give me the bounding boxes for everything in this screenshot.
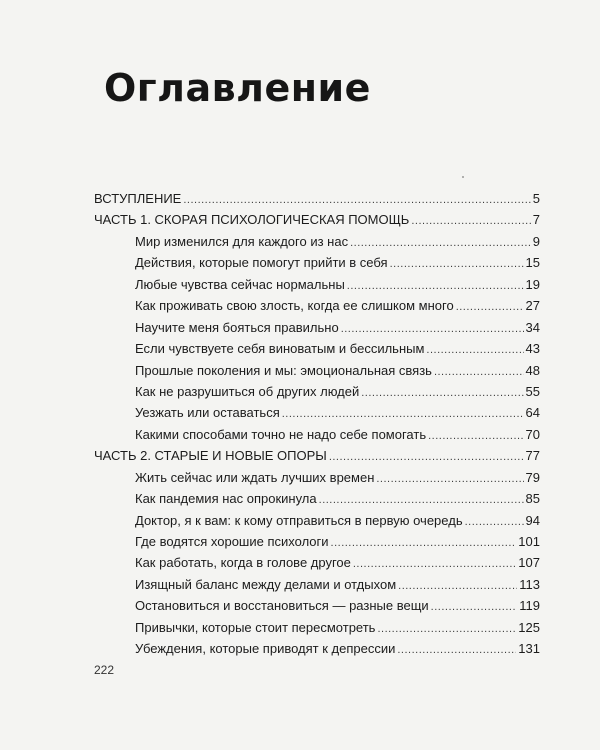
toc-leader-dots (347, 276, 524, 297)
toc-leader-dots (353, 554, 516, 575)
page-number: 222 (94, 663, 115, 677)
toc-entry-page: 125 (518, 619, 540, 635)
toc-entry-label: Как работать, когда в голове другое (135, 555, 351, 571)
toc-entry-label: Жить сейчас или ждать лучших времен (135, 469, 375, 485)
toc-leader-dots (377, 619, 516, 640)
toc-entry-page: 77 (525, 448, 540, 464)
toc-entry (94, 510, 540, 531)
toc-leader-dots (398, 576, 517, 597)
toc-entry (94, 638, 540, 659)
toc-entry-label: Как пандемия нас опрокинула (135, 491, 317, 507)
toc-entry-label: Где водятся хорошие психологи (135, 534, 329, 549)
toc-entry-page: 34 (525, 319, 540, 335)
toc-entry-label: Как проживать свою злость, когда ее слишком много (135, 298, 454, 314)
toc-entry-label: Доктор, я к вам: к кому отправиться в первую очередь (135, 512, 463, 528)
toc-entry (94, 360, 540, 381)
toc-entry-label: Убеждения, которые приводят к депрессии (135, 641, 396, 657)
toc-leader-dots (361, 383, 523, 404)
toc-entry-label: Остановиться и восстановиться — разные вещи (135, 598, 429, 614)
toc-leader-dots (282, 404, 524, 425)
toc-entry (94, 381, 540, 402)
toc-leader-dots (428, 426, 523, 447)
toc-entry (94, 231, 540, 252)
toc-leader-dots (411, 211, 530, 232)
toc-part-entry (94, 209, 540, 230)
toc-entry (94, 274, 540, 295)
toc-entry (94, 574, 540, 595)
toc-entry-page: 19 (525, 276, 540, 292)
toc-entry (94, 424, 540, 445)
toc-entry-label: ЧАСТЬ 1. СКОРАЯ ПСИХОЛОГИЧЕСКАЯ ПОМОЩЬ (94, 212, 410, 228)
toc-entry-label: Привычки, которые стоит пересмотреть (135, 619, 376, 635)
toc-entry-page: 27 (525, 298, 540, 314)
toc-entry-page: 107 (518, 555, 540, 571)
scan-speck (462, 176, 464, 178)
toc-entry-page: 101 (518, 534, 540, 549)
toc-entry-label: Какими способами точно не надо себе помогать (135, 426, 427, 442)
toc-entry-page: 64 (525, 405, 540, 421)
toc-entry-page: 9 (532, 233, 540, 249)
toc-entry-label: Действия, которые помогут прийти в себя (135, 255, 388, 271)
toc-leader-dots (319, 490, 524, 511)
toc-entry-page: 7 (532, 212, 540, 228)
toc-leader-dots (376, 469, 523, 490)
toc-entry-label: Изящный баланс между делами и отдыхом (135, 576, 397, 592)
toc-entry (94, 295, 540, 316)
toc-entry-label: Если чувствуете себя виноватым и бессильным (135, 341, 425, 357)
toc-entry (94, 488, 540, 509)
toc-part-entry (94, 445, 540, 466)
toc-entry-label: Уезжать или оставаться (135, 405, 280, 421)
toc-entry (94, 317, 540, 338)
toc-leader-dots (434, 362, 524, 383)
toc-entry (94, 595, 540, 616)
toc-leader-dots (426, 340, 523, 361)
toc-leader-dots (431, 597, 518, 618)
toc-entry (94, 467, 540, 488)
toc-entry-page: 15 (525, 255, 540, 271)
toc-entry-label: Как не разрушиться об других людей (135, 383, 360, 399)
toc-entry-page: 131 (518, 641, 540, 657)
toc-entry (94, 552, 540, 573)
page-title: Оглавление (104, 66, 371, 110)
toc-entry-page: 5 (532, 191, 540, 206)
toc-entry-page: 43 (525, 341, 540, 357)
toc-entry (94, 338, 540, 359)
toc-entry-page: 113 (519, 576, 540, 592)
toc-entry-label: Научите меня бояться правильно (135, 319, 339, 335)
toc-entry-label: Любые чувства сейчас нормальны (135, 276, 345, 292)
toc-entry-page: 70 (525, 426, 540, 442)
toc-leader-dots (341, 319, 524, 340)
toc-leader-dots (331, 533, 517, 554)
toc-leader-dots (183, 190, 530, 211)
toc-entry-page: 48 (525, 362, 540, 378)
toc-entry (94, 252, 540, 273)
toc-entry-label: ЧАСТЬ 2. СТАРЫЕ И НОВЫЕ ОПОРЫ (94, 448, 327, 464)
toc-leader-dots (397, 640, 516, 661)
toc-leader-dots (390, 254, 524, 275)
toc-entry-label: Прошлые поколения и мы: эмоциональная связь (135, 362, 432, 378)
toc-entry (94, 617, 540, 638)
toc-entry-label: Мир изменился для каждого из нас (135, 233, 349, 249)
toc-entry-page: 79 (525, 469, 540, 485)
toc-entry-page: 94 (525, 512, 540, 528)
toc-entry-page: 55 (525, 383, 540, 399)
toc-entry-page: 85 (525, 491, 540, 507)
toc-entry-page: 119 (519, 598, 540, 614)
toc-leader-dots (350, 233, 531, 254)
toc-leader-dots (329, 447, 524, 468)
toc-leader-dots (456, 297, 524, 318)
toc-leader-dots (465, 512, 524, 533)
toc-entry (94, 531, 540, 552)
toc-part-entry (94, 188, 540, 209)
toc-entry (94, 402, 540, 423)
table-of-contents (94, 188, 540, 660)
toc-entry-label: ВСТУПЛЕНИЕ (94, 191, 182, 206)
